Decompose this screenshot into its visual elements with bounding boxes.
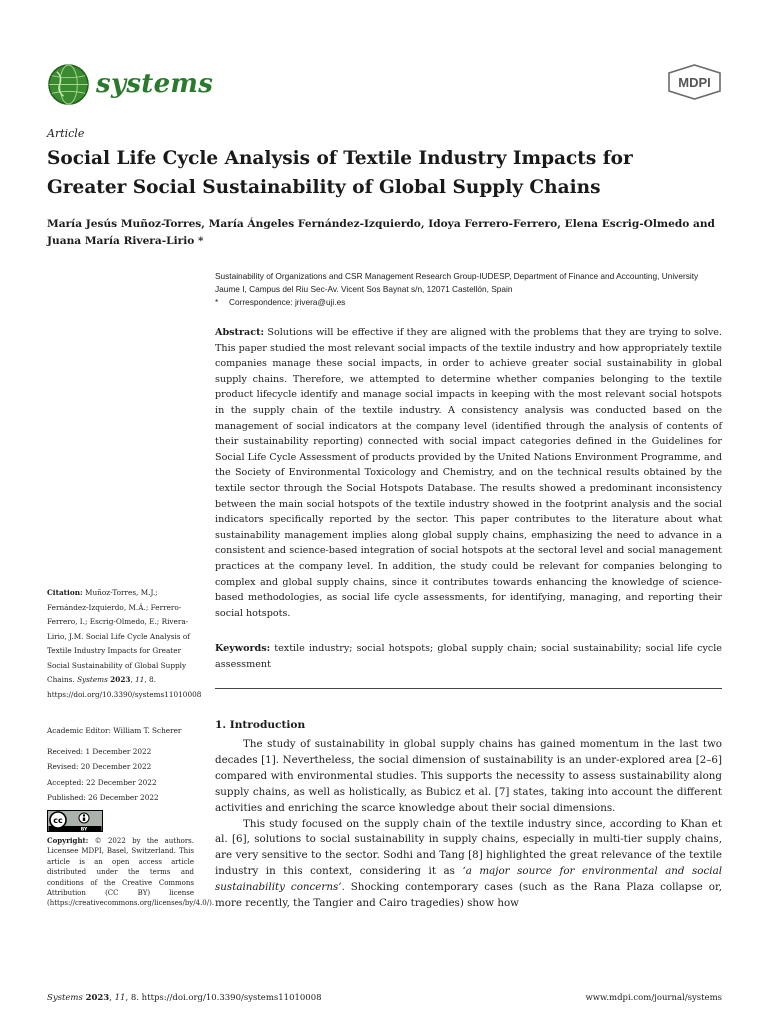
academic-editor: Academic Editor: William T. Scherer — [47, 726, 182, 735]
paper-title — [47, 144, 727, 202]
paragraph: The study of sustainability in global supply chains has gained momentum in the last two decades [1]. Nevertheless, the social dimension of sustainability is an under-explored area [2–6] compared with environmental studies. This supports the necessity to assess sustainability along supply chains, as well as holistically, as Bubicz et al. [7] states, taking into account the different activities and enriching the scarce knowledge about their social dimensions. — [215, 738, 722, 814]
correspondence-email[interactable]: Correspondence: jrivera@uji.es — [229, 297, 346, 307]
quoted-text: ‘a major source for environmental and social sustainability concerns’ — [215, 865, 722, 894]
paragraph-text: . Shocking contemporary cases (such as the Rana Plaza collapse or, more recently, the Tangier and Cairo tragedies) show how — [215, 881, 723, 910]
correspondence — [215, 296, 725, 309]
citation-text: Muñoz-Torres, M.J.; Fernández-Izquierdo, M.Á.; Ferrero-Ferrero, I.; Escrig-Olmedo, E.; Rivera-Lirio, J.M. Social Life Cycle Analysis of Textile Industry Impacts for Greater Social Sustainability of Global Supply Chains. — [47, 588, 190, 684]
section-divider — [215, 688, 722, 689]
publication-dates — [47, 744, 194, 805]
keywords — [215, 641, 722, 672]
footer-citation: Systems 2023, 11, 8. https://doi.org/10.3390/systems11010008 — [47, 993, 322, 1003]
paragraph-text: This study focused on the supply chain of the textile industry since, according to Khan et al. [6], solutions to social sustainability in supply chains, especially in multi-tier supply chains, are very sensitive to the sector. Sodhi and Tang [8] highlighted the great relevance of the textile industry in this context, considering it as — [215, 817, 722, 878]
svg-text:MDPI: MDPI — [678, 75, 711, 90]
svg-text:BY: BY — [80, 827, 88, 832]
citation-journal: Systems — [77, 675, 108, 684]
copyright-label: Copyright: — [47, 836, 89, 845]
mdpi-logo — [667, 64, 722, 100]
affiliation — [215, 270, 725, 309]
footer-journal-url[interactable]: www.mdpi.com/journal/systems — [585, 993, 722, 1003]
keywords-text: textile industry; social hotspots; global supply chain; social sustainability; social life cycle assessment — [215, 643, 722, 670]
citation-block: Citation: Muñoz-Torres, M.J.; Fernández-Izquierdo, M.Á.; Ferrero-Ferrero, I.; Escrig-Olmedo, E.; Rivera-Lirio, J.M. Social Life Cycle Analysis of Textile Industry Impacts for Greater Social Sustainability of Global Supply Chains. Systems 2023, 11, 8. https://doi.org/10.3390/systems11010008 — [47, 588, 202, 699]
journal-name: systems — [96, 69, 214, 99]
title-line: Social Life Cycle Analysis of Textile Industry Impacts for — [47, 148, 633, 169]
copyright-text: © 2022 by the authors. Licensee MDPI, Basel, Switzerland. This article is an open access article distributed under the terms and conditions of the Creative Commons Attribution (CC BY) license (https://creativecommons.org/licenses/by/4.0/). — [47, 837, 215, 908]
author-line: María Jesús Muñoz-Torres, María Ángeles Fernández-Izquierdo, Idoya Ferrero-Ferrero, Elena Escrig-Olmedo and — [47, 218, 715, 230]
citation-label: Citation: — [47, 588, 83, 597]
copyright-notice — [47, 836, 215, 909]
citation-year: 2023 — [110, 675, 131, 684]
correspondence-mark: * — [215, 297, 219, 307]
date-received: Received: 1 December 2022 — [47, 747, 152, 756]
svg-text:cc: cc — [53, 816, 63, 825]
citation-volume: 11 — [135, 675, 145, 684]
footer-volume: 11 — [114, 993, 126, 1003]
globe-icon — [47, 63, 90, 106]
date-revised: Revised: 20 December 2022 — [47, 762, 152, 772]
section-heading: 1. Introduction — [215, 719, 306, 731]
cc-by-license-icon[interactable] — [47, 810, 103, 832]
abstract — [215, 325, 722, 621]
article-type: Article — [47, 127, 85, 140]
date-accepted: Accepted: 22 December 2022 — [47, 777, 157, 787]
citation-doi[interactable]: , 8. https://doi.org/10.3390/systems11010008 — [47, 675, 202, 699]
affiliation-text: Sustainability of Organizations and CSR Management Research Group-IUDESP, Department of Finance and Accounting, University Jaume I, Campus del Riu Sec-Av. Vicent Sos Baynat s/n, 12071 Castellón, Spain — [215, 271, 699, 294]
abstract-text: Solutions will be effective if they are aligned with the problems that they are trying to solve. This paper studied the most relevant social impacts of the textile industry and how appropriately textile companies manage these social impacts, in order to achieve greater social sustainability in global supply chains. Therefore, we attempted to determine whether companies belonging to the textile product lifecycle identify and manage social impacts in keeping with the most relevant social hotspots in the supply chain of the textile industry. A consistency analysis was conducted based on the management of social indicators at the company level (identified through the analysis of contents of their sustainability reporting) connected with social impact categories defined in the Guidelines for Social Life Cycle Assessment of products provided by the United Nations Environment Programme, and the Society of Environmental Toxicology and Chemistry, and on the technical results obtained by the textile sector through the Social Hotspots Database. The results showed a predominant inconsistency between the main social hotspots of the textile industry showed in the footprint analysis and the social indicators specifically reported by the sector. This paper contributes to the literature about what sustainability management implies along global supply chains, emphasizing the need to advance in a consistent and science-based integration of social hotspots at the sectoral level and social management practices at the company level. In addition, the study could be relevant for companies belonging to complex and global supply chains, since it contributes towards enhancing the knowledge of science-based methodologies, as social life cycle assessments, for identifying, managing, and reporting their social hotspots. — [215, 327, 722, 619]
footer-journal: Systems — [47, 993, 83, 1003]
author-line: Juana María Rivera-Lirio * — [47, 235, 204, 247]
paragraph — [215, 817, 722, 912]
abstract-label: Abstract: — [215, 327, 265, 338]
keywords-label: Keywords: — [215, 643, 271, 654]
footer-year: 2023 — [85, 993, 110, 1003]
introduction-body — [215, 737, 722, 912]
footer-doi[interactable]: , 8. https://doi.org/10.3390/systems11010008 — [125, 993, 322, 1003]
date-published: Published: 26 December 2022 — [47, 792, 159, 802]
author-list — [47, 216, 727, 250]
journal-logo — [47, 62, 213, 106]
title-line: Greater Social Sustainability of Global Supply Chains — [47, 177, 601, 198]
